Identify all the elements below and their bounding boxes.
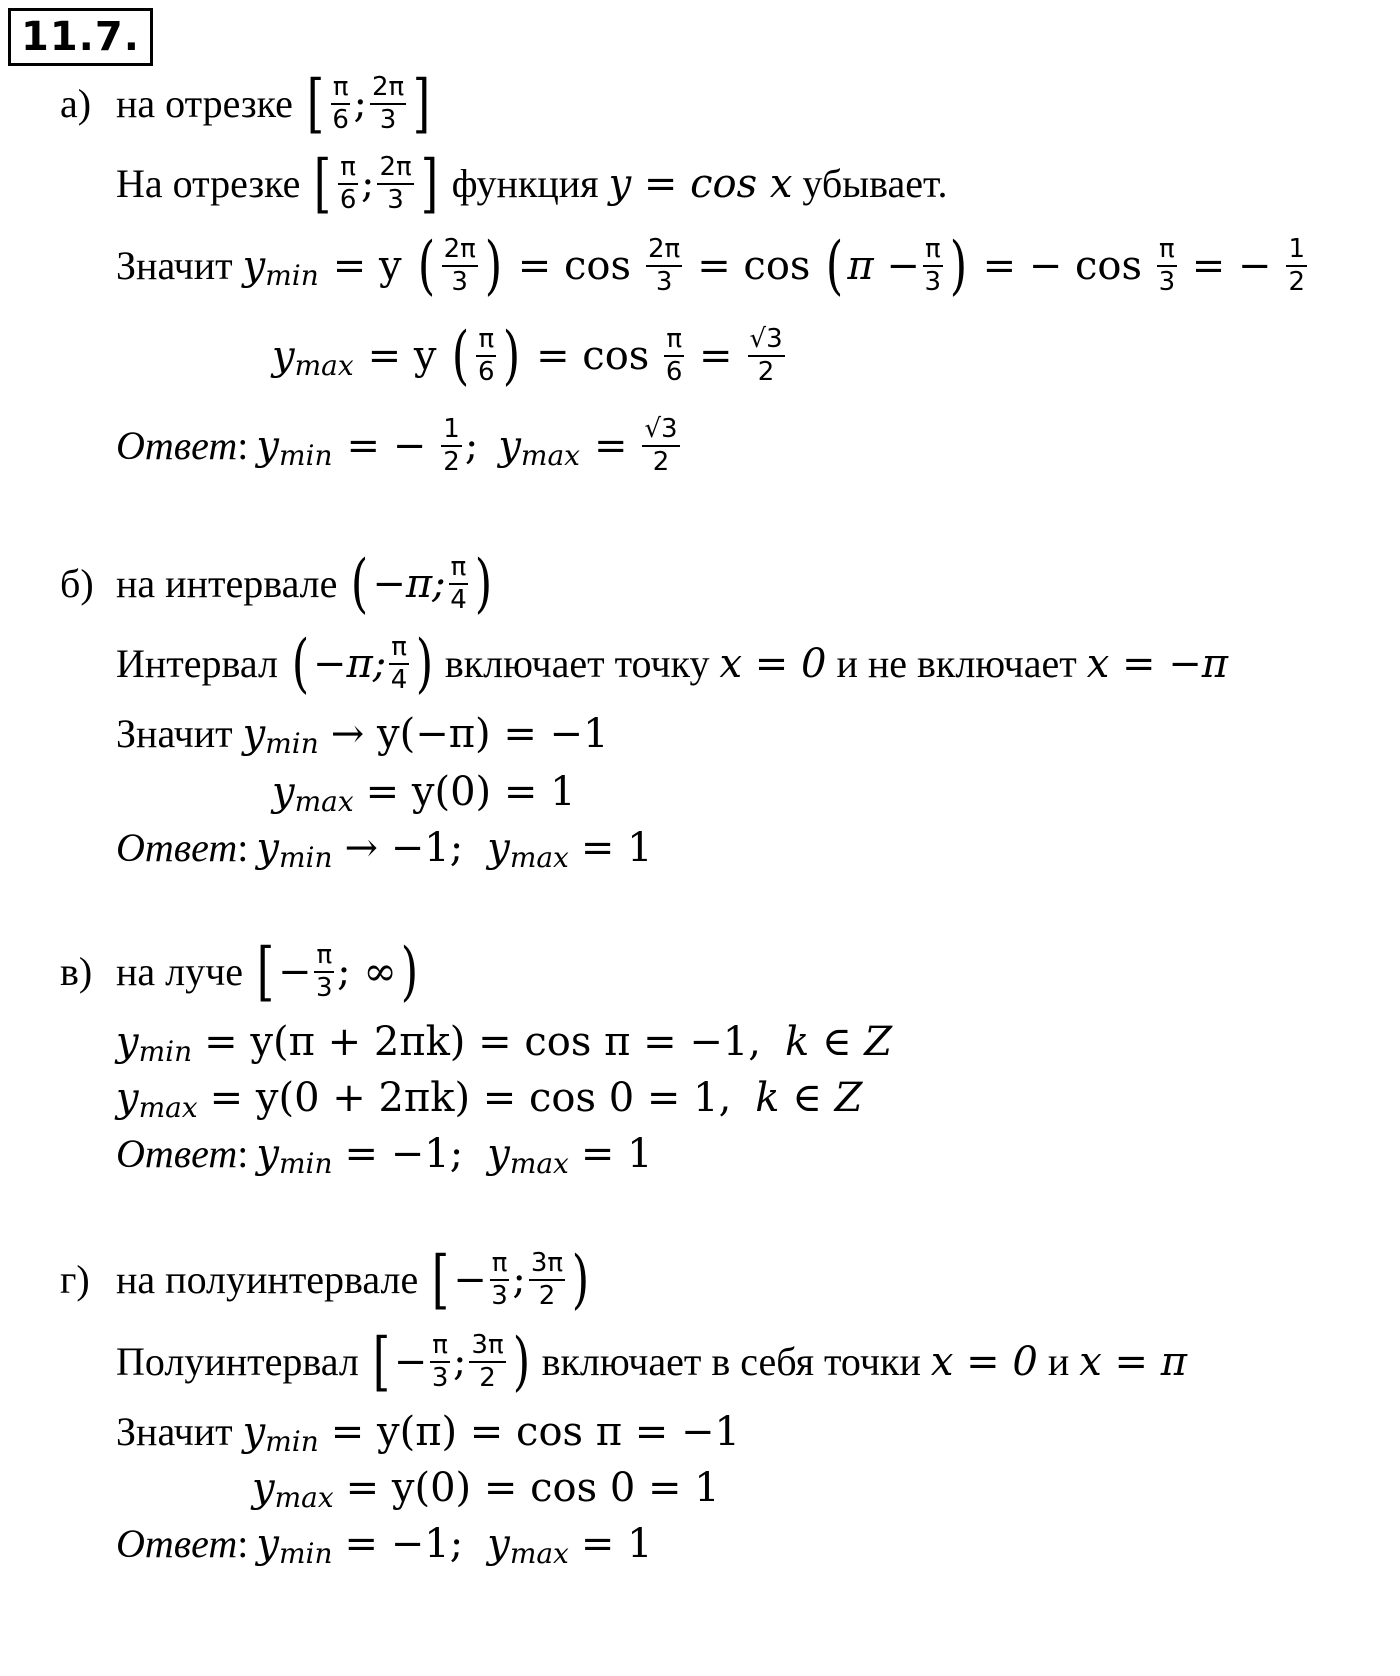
fraction: $\frac{√3}{2}$	[644, 413, 678, 477]
part-title: на отрезке	[116, 81, 293, 126]
fraction: $\frac{1}{2}$	[1288, 233, 1305, 297]
fraction: $\frac{\pi}{6}$	[665, 323, 683, 387]
part-b-includes-line: Интервал ( −π; $\frac{\pi}{4}$ ) включает точку x = 0 и не включает x = −π	[116, 627, 1229, 701]
fraction: $\frac{2\pi}{3}$	[371, 71, 405, 135]
answer-label: Ответ	[116, 1521, 238, 1566]
fraction: $\frac{\pi}{6}$	[332, 71, 349, 135]
part-g-answer-line: Ответ : y min = −1; y max = 1	[116, 1521, 653, 1570]
part-b-title-line: б) на интервале ( −π; $\frac{\pi}{4}$ )	[60, 547, 493, 621]
part-b-ymin-line: Значит y min → y(−π) = −1	[116, 711, 609, 760]
answer-label: Ответ	[116, 1131, 238, 1176]
fraction: $\frac{1}{2}$	[443, 413, 460, 477]
part-g-includes-line: Полуинтервал [ − $\frac{\pi}{3}$ ; $\frac{3\pi}{2}$ ) включает в себя точки x = 0 и x = π	[116, 1325, 1188, 1399]
fraction: $\frac{2\pi}{3}$	[379, 151, 412, 215]
fraction: $\frac{√3}{2}$	[749, 323, 783, 387]
fraction: $\frac{\pi}{4}$	[450, 551, 467, 615]
problem-number: 11.7.	[8, 8, 153, 66]
part-g-title-line: г) на полуинтервале [ − $\frac{\pi}{3}$ ; $\frac{3\pi}{2}$ )	[60, 1243, 590, 1317]
fraction: $\frac{2\pi}{3}$	[443, 233, 476, 297]
part-a-ymax-line: y max = y ( $\frac{\pi}{6}$ ) = cos $\frac{\pi}{6}$ = $\frac{√3}{2}$	[272, 319, 783, 393]
fraction: $\frac{\pi}{3}$	[431, 1329, 449, 1393]
part-g-ymin-line: Значит y min = y(π) = cos π = −1	[116, 1409, 740, 1458]
answer-label: Ответ	[116, 423, 238, 468]
part-b-answer-line: Ответ : y min → −1; y max = 1	[116, 825, 653, 874]
fraction: $\frac{\pi}{3}$	[924, 233, 942, 297]
fraction: $\frac{\pi}{3}$	[316, 939, 333, 1003]
math-expression: y = cos x	[608, 161, 793, 207]
fraction: $\frac{\pi}{6}$	[478, 323, 495, 387]
part-v-ymin-line: y min = y(π + 2πk) = cos π = −1, k ∈ Z	[116, 1019, 893, 1068]
fraction: $\frac{3\pi}{2}$	[471, 1329, 504, 1393]
fraction: $\frac{\pi}{3}$	[1158, 233, 1176, 297]
fraction: $\frac{3\pi}{2}$	[530, 1247, 564, 1311]
fraction: $\frac{2\pi}{3}$	[647, 233, 681, 297]
bracket: ]	[412, 67, 431, 141]
bracket: [	[306, 67, 325, 141]
part-label: а)	[60, 81, 92, 126]
answer-label: Ответ	[116, 825, 238, 870]
part-v-ymax-line: y max = y(0 + 2πk) = cos 0 = 1, k ∈ Z	[116, 1075, 863, 1124]
part-a-monotonic-line: На отрезке [ $\frac{\pi}{6}$ ; $\frac{2\pi}{3}$ ] функция y = cos x убывает.	[116, 147, 948, 221]
fraction: $\frac{\pi}{3}$	[491, 1247, 508, 1311]
part-v-answer-line: Ответ : y min = −1; y max = 1	[116, 1131, 653, 1180]
part-a-answer-line: Ответ : y min = − $\frac{1}{2}$ ; y max = $\frac{√3}{2}$	[116, 413, 678, 477]
part-b-ymax-line: y max = y(0) = 1	[272, 769, 576, 818]
fraction: $\frac{\pi}{4}$	[390, 631, 408, 695]
part-v-title-line: в) на луче [ − $\frac{\pi}{3}$ ; ∞ )	[60, 935, 418, 1009]
part-a-ymin-line: Значит y min = y ( $\frac{2\pi}{3}$ ) = cos $\frac{2\pi}{3}$ = cos ( π − $\frac{\pi}{3}$ ) = − cos $\frac{\pi}{3}$ = − $\frac{1}{2}$	[116, 229, 1305, 303]
part-g-ymax-line: y max = y(0) = cos 0 = 1	[252, 1465, 720, 1514]
part-a-title-line: а) на отрезке [ $\frac{\pi}{6}$ ; $\frac{2\pi}{3}$ ]	[60, 67, 431, 141]
fraction: $\frac{\pi}{6}$	[339, 151, 357, 215]
